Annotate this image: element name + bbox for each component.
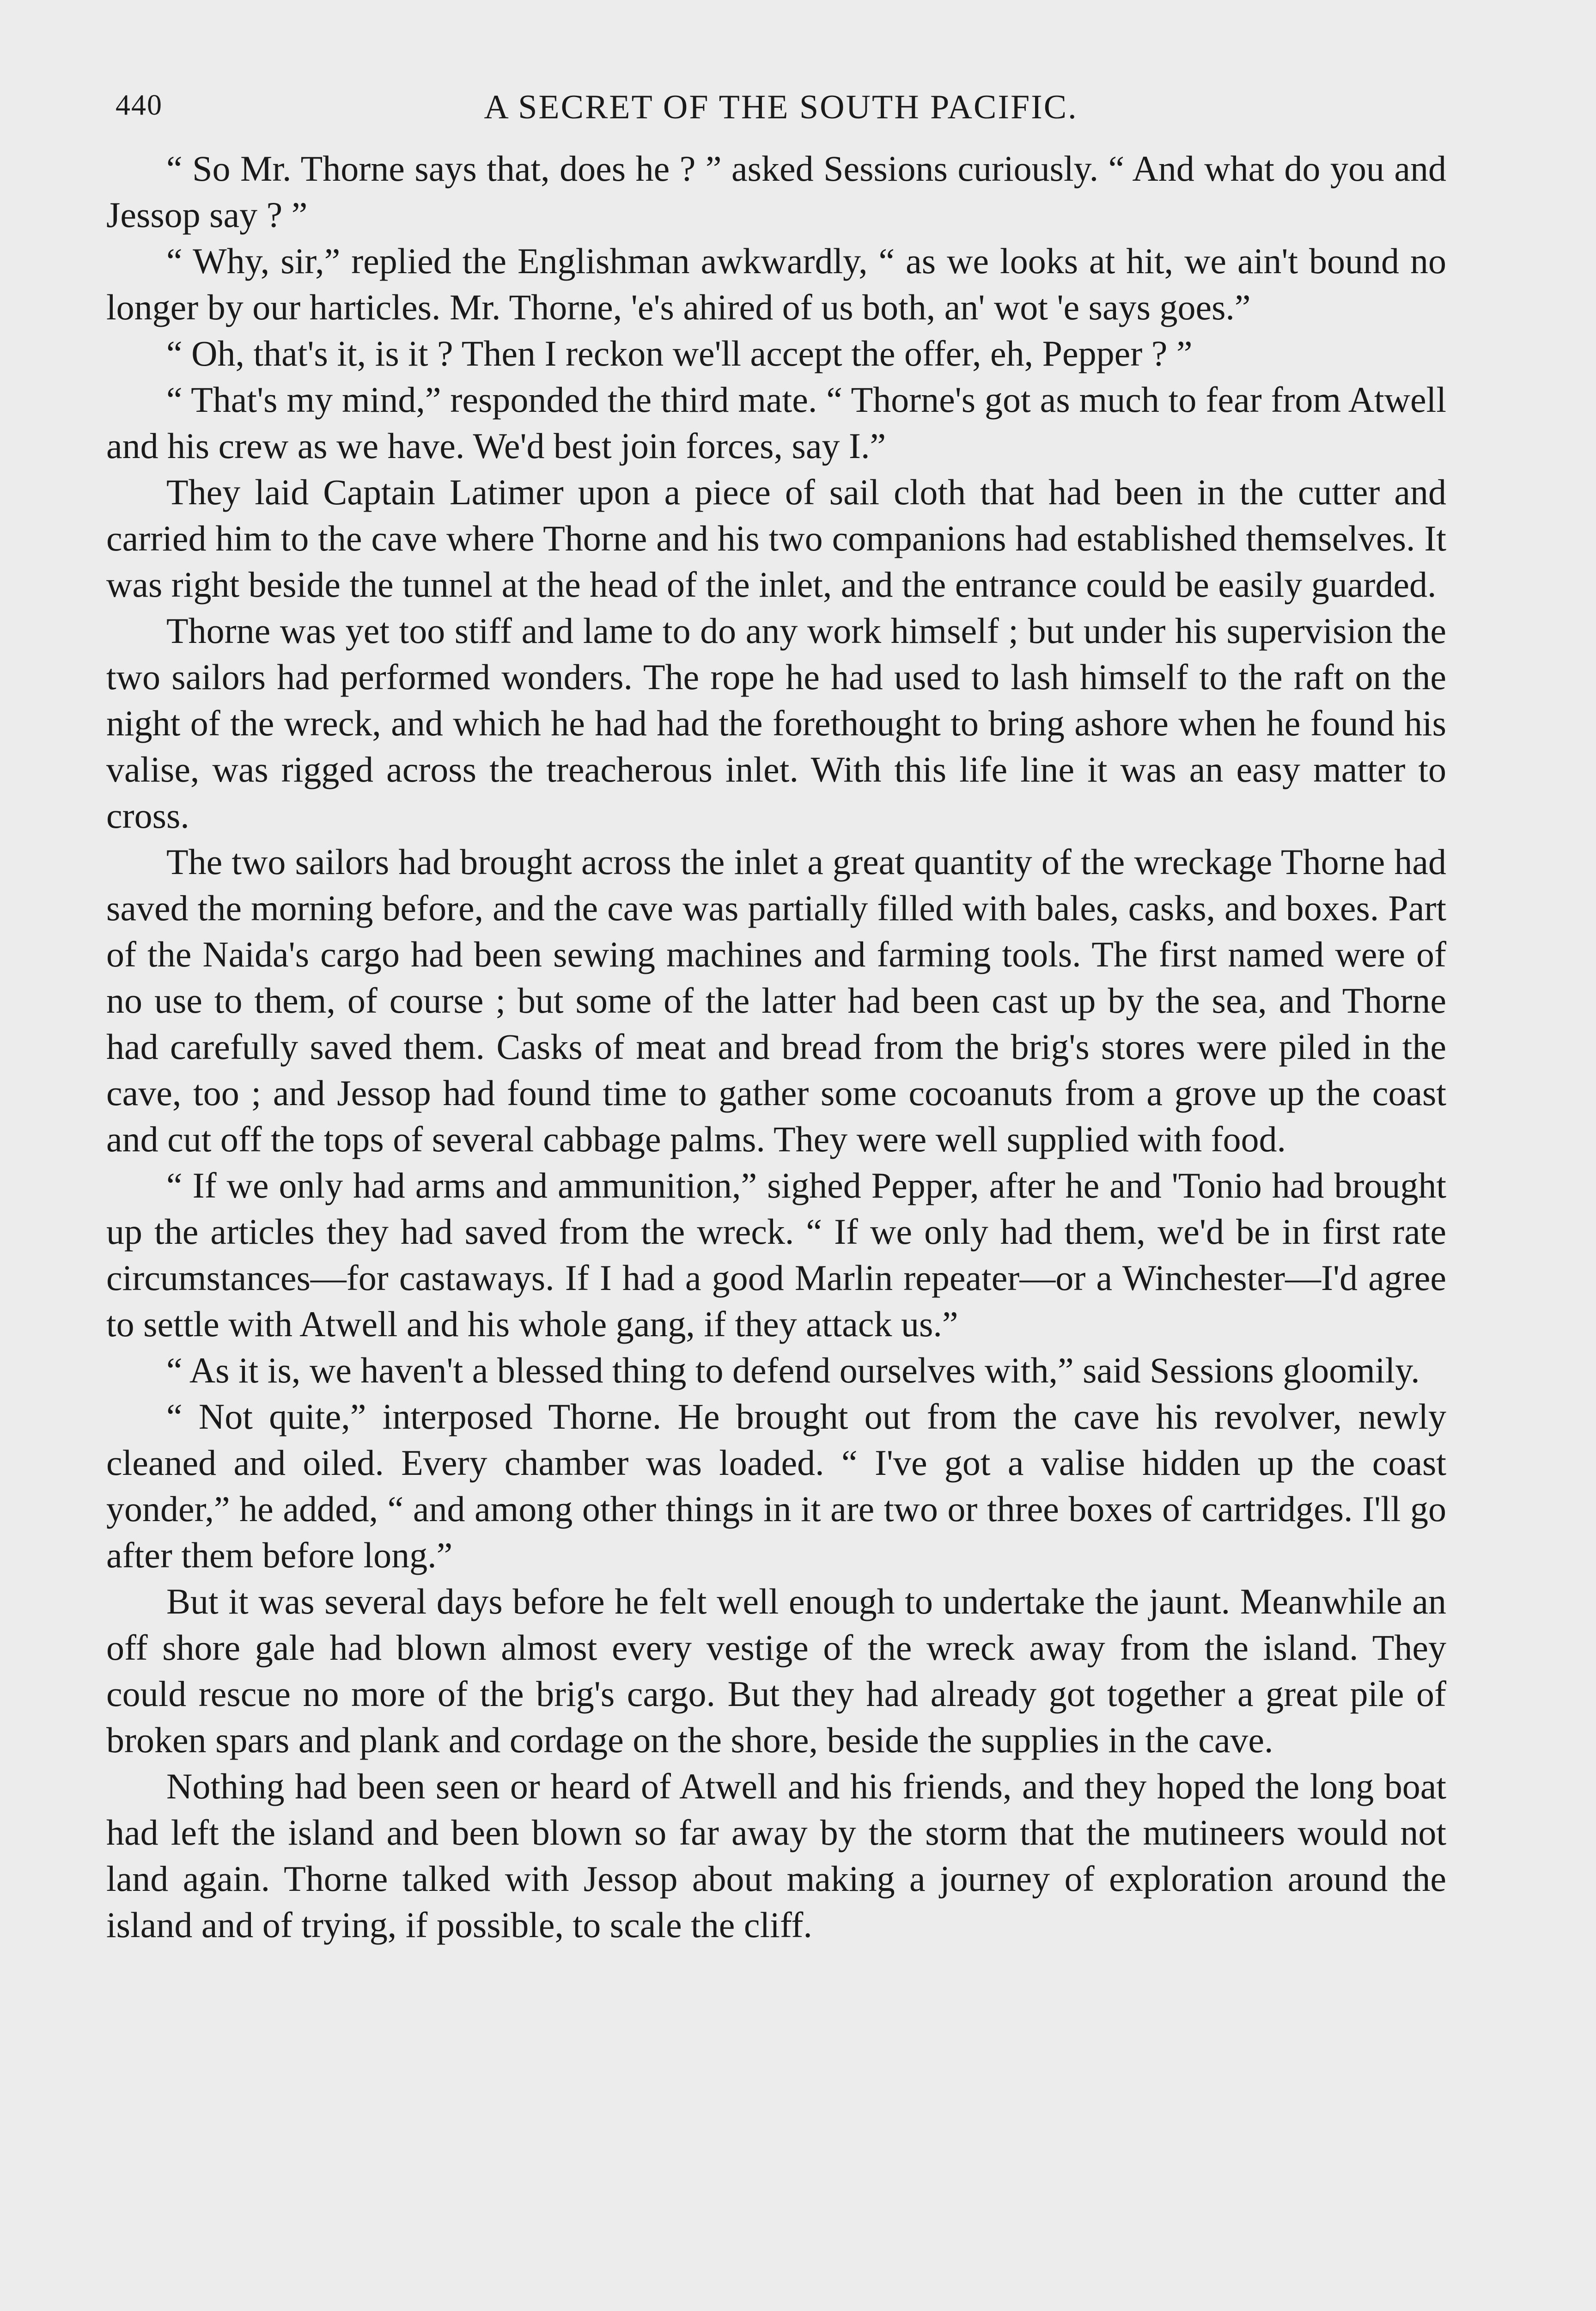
paragraph: Nothing had been seen or heard of Atwell and his friends, and they hoped the long boat had left the island and been blown so far away by the storm that the mutineers would not land again. Thorne talked with Jessop about making a journey of exploration around the island and of trying, if possible, to scale the cliff. [106,1766,1446,1945]
page-header [116,88,1446,134]
paragraph: But it was several days before he felt well enough to undertake the jaunt. Meanwhile an off shore gale had blown almost every vestige of the wreck away from the island. They could rescue no more of the brig's cargo. But they had already got together a great pile of broken spars and plank and cordage on the shore, beside the supplies in the cave. [106,1581,1446,1760]
paragraph: “ Not quite,” interposed Thorne. He brought out from the cave his revolver, newly cleaned and oiled. Every chamber was loaded. “ I've got a valise hidden up the coast yonder,” he added, “ and among other things in it are two or three boxes of cartridges. I'll go after them before long.” [106,1396,1446,1575]
paragraph: “ Why, sir,” replied the Englishman awkwardly, “ as we looks at hit, we ain't bound no longer by our harticles. Mr. Thorne, 'e's ahired of us both, an' wot 'e says goes.” [106,241,1446,327]
paragraph: “ If we only had arms and ammunition,” sighed Pepper, after he and 'Tonio had brought up the articles they had saved from the wreck. “ If we only had them, we'd be in first rate circumstances—for castaways. If I had a good Marlin repeater—or a Winchester—I'd agree to settle with Atwell and his whole gang, if they attack us.” [106,1165,1446,1344]
paragraph: The two sailors had brought across the inlet a great quantity of the wreckage Thorne had saved the morning before, and the cave was partially filled with bales, casks, and boxes. Part of the Naida's cargo had been sewing machines and farming tools. The first named were of no use to them, of course ; but some of the latter had been cast up by the sea, and Thorne had carefully saved them. Casks of meat and bread from the brig's stores were piled in the cave, too ; and Jessop had found time to gather some cocoanuts from a grove up the coast and cut off the tops of several cabbage palms. They were well supplied with food. [106,842,1446,1159]
paragraph: “ That's my mind,” responded the third mate. “ Thorne's got as much to fear from Atwell and his crew as we have. We'd best join forces, say I.” [106,379,1446,466]
body-text [106,146,1446,1948]
paragraph: “ As it is, we haven't a blessed thing to defend ourselves with,” said Sessions gloomily. [166,1350,1420,1390]
paragraph: “ So Mr. Thorne says that, does he ? ” asked Sessions curiously. “ And what do you and Jessop say ? ” [106,148,1446,235]
paragraph: “ Oh, that's it, is it ? Then I reckon we'll accept the offer, eh, Pepper ? ” [166,333,1193,373]
paragraph: Thorne was yet too stiff and lame to do any work himself ; but under his supervision the two sailors had performed wonders. The rope he had used to lash himself to the raft on the night of the wreck, and which he had had the forethought to bring ashore when he found his valise, was rigged across the treacherous inlet. With this life line it was an easy matter to cross. [106,611,1446,836]
page-number: 440 [116,88,163,121]
paragraph: They laid Captain Latimer upon a piece of sail cloth that had been in the cutter and carried him to the cave where Thorne and his two companions had established themselves. It was right beside the tunnel at the head of the inlet, and the entrance could be easily guarded. [106,472,1446,605]
running-head: A SECRET OF THE SOUTH PACIFIC. [484,88,1078,126]
